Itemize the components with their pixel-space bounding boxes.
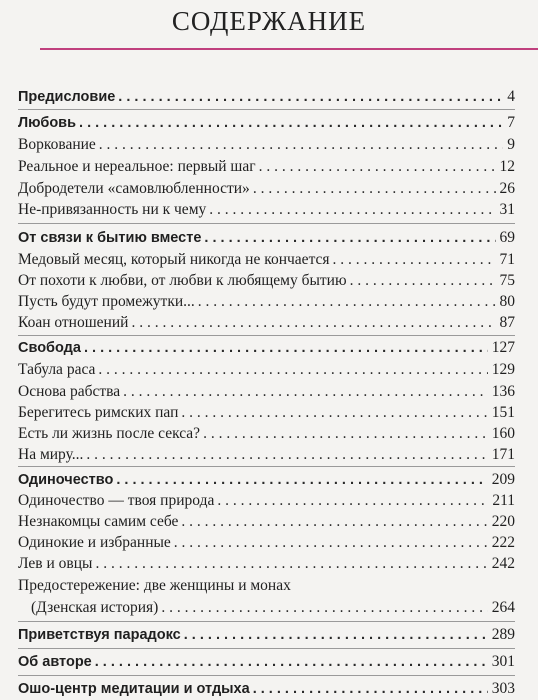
leader-dots xyxy=(217,490,488,512)
section-divider xyxy=(18,223,515,224)
toc-entry-page: 151 xyxy=(491,404,515,421)
toc-entry-page: 129 xyxy=(491,361,515,378)
toc-entry-label: Медовый месяц, который никогда не кончается xyxy=(18,251,330,268)
toc-entry-page: 289 xyxy=(491,626,515,643)
leader-dots xyxy=(116,469,487,491)
leader-dots xyxy=(333,249,496,271)
toc-entry-label: Об авторе xyxy=(18,654,92,670)
leader-dots xyxy=(253,678,488,700)
section-divider xyxy=(18,648,515,649)
toc-entry-page: 12 xyxy=(499,158,515,175)
toc-entry-label: Приветствуя парадокс xyxy=(18,627,181,643)
leader-dots xyxy=(181,511,487,533)
toc-entry-page: 80 xyxy=(499,293,515,310)
leader-dots xyxy=(98,359,487,381)
leader-dots xyxy=(99,134,503,156)
toc-entry[interactable] xyxy=(18,312,515,334)
toc-entry-page: 220 xyxy=(491,513,515,530)
toc-entry-label: Предисловие xyxy=(18,89,116,105)
toc-entry-label: Одиночество xyxy=(18,472,114,488)
toc-entry-label: Свобода xyxy=(18,340,81,356)
toc-entry-osho-center[interactable] xyxy=(18,678,515,700)
leader-dots xyxy=(198,291,496,313)
leader-dots xyxy=(84,337,488,359)
toc-entry[interactable] xyxy=(18,444,515,466)
toc-entry-page: 171 xyxy=(491,446,515,463)
leader-dots xyxy=(181,402,487,424)
toc-entry-label: Лев и овцы xyxy=(18,555,93,572)
toc-entry-label: Коан отношений xyxy=(18,314,129,331)
toc-entry-label: Воркование xyxy=(18,136,96,153)
page-title: СОДЕРЖАНИЕ xyxy=(171,6,367,36)
toc-entry-page: 264 xyxy=(491,599,515,616)
toc-entry-label: Не-привязанность ни к чему xyxy=(18,201,207,218)
leader-dots xyxy=(95,651,488,673)
toc-entry[interactable] xyxy=(18,249,515,271)
toc-entry-label: Незнакомцы самим себе xyxy=(18,513,179,530)
toc-entry-page: 71 xyxy=(499,251,515,268)
toc-entry[interactable] xyxy=(18,270,515,292)
toc-entry[interactable] xyxy=(31,597,515,619)
toc-entry[interactable] xyxy=(18,511,515,533)
toc-entry-label: Есть ли жизнь после секса? xyxy=(18,425,201,442)
toc-entry-label: (Дзенская история) xyxy=(31,599,159,616)
toc-entry[interactable] xyxy=(18,402,515,424)
toc-entry-warning-line[interactable]: Предостережение: две женщины и монах xyxy=(18,577,291,594)
toc-entry-page: 7 xyxy=(507,114,515,131)
section-divider xyxy=(18,335,515,336)
toc-entry-page: 301 xyxy=(491,653,515,670)
toc-entry-love[interactable] xyxy=(18,112,515,134)
toc-entry-preface[interactable] xyxy=(18,86,515,108)
toc-entry-label: От связи к бытию вместе xyxy=(18,230,202,246)
toc-entry-page: 69 xyxy=(499,229,515,246)
toc-entry-page: 136 xyxy=(491,383,515,400)
toc-entry[interactable] xyxy=(18,423,515,445)
toc-entry-page: 209 xyxy=(491,471,515,488)
toc-entry[interactable] xyxy=(18,199,515,221)
toc-entry-aloneness[interactable] xyxy=(18,469,515,491)
toc-entry-page: 87 xyxy=(499,314,515,331)
leader-dots xyxy=(161,597,487,619)
toc-entry-label: Ошо-центр медитации и отдыха xyxy=(18,681,250,697)
toc-entry-label: Берегитесь римских пап xyxy=(18,404,179,421)
leader-dots xyxy=(174,532,488,554)
toc-entry-page: 127 xyxy=(491,339,515,356)
section-divider xyxy=(18,109,515,110)
leader-dots xyxy=(118,86,503,108)
toc-entry-about-author[interactable] xyxy=(18,651,515,673)
toc-entry-page: 9 xyxy=(507,136,515,153)
leader-dots xyxy=(350,270,496,292)
leader-dots xyxy=(95,553,487,575)
toc-entry-label: От похоти к любви, от любви к любящему бытию xyxy=(18,272,347,289)
toc-entry-freedom[interactable] xyxy=(18,337,515,359)
leader-dots xyxy=(209,199,495,221)
toc-entry-page: 211 xyxy=(492,492,515,509)
toc-entry-label: Табула раса xyxy=(18,361,96,378)
toc-entry-label: Одинокие и избранные xyxy=(18,534,171,551)
section-divider xyxy=(18,466,515,467)
toc-entry-page: 75 xyxy=(499,272,515,289)
toc-entry-paradox[interactable] xyxy=(18,624,515,646)
toc-entry-label: Любовь xyxy=(18,115,77,131)
toc-entry[interactable] xyxy=(18,553,515,575)
toc-entry-page: 303 xyxy=(491,680,515,697)
leader-dots xyxy=(253,178,496,200)
toc-entry[interactable] xyxy=(18,134,515,156)
toc-entry-page: 4 xyxy=(507,88,515,105)
leader-dots xyxy=(131,312,495,334)
toc-entry-label: Добродетели «самовлюбленности» xyxy=(18,180,250,197)
leader-dots xyxy=(259,156,496,178)
toc-entry-together[interactable] xyxy=(18,227,515,249)
toc-entry[interactable] xyxy=(18,532,515,554)
toc-entry-label: Одиночество — твоя природа xyxy=(18,492,215,509)
toc-entry[interactable] xyxy=(18,490,515,512)
toc-entry-label: Реальное и нереальное: первый шаг xyxy=(18,158,256,175)
toc-entry-page: 242 xyxy=(491,555,515,572)
title-rule xyxy=(40,48,538,50)
leader-dots xyxy=(184,624,488,646)
toc-entry[interactable] xyxy=(18,178,515,200)
leader-dots xyxy=(203,423,488,445)
toc-entry[interactable] xyxy=(18,381,515,403)
toc-entry[interactable] xyxy=(18,359,515,381)
leader-dots xyxy=(79,112,503,134)
toc-entry-page: 26 xyxy=(499,180,515,197)
section-divider xyxy=(18,675,515,676)
toc-entry-label: Основа рабства xyxy=(18,383,121,400)
toc-entry-label: На миру... xyxy=(18,446,84,463)
leader-dots xyxy=(204,227,495,249)
toc-entry-label: Пусть будут промежутки... xyxy=(18,293,195,310)
toc-entry-page: 31 xyxy=(499,201,515,218)
leader-dots xyxy=(123,381,488,403)
toc-entry[interactable] xyxy=(18,156,515,178)
toc-entry-page: 222 xyxy=(491,534,515,551)
toc-entry-page: 160 xyxy=(491,425,515,442)
toc-entry[interactable] xyxy=(18,291,515,313)
leader-dots xyxy=(86,444,487,466)
section-divider xyxy=(18,621,515,622)
